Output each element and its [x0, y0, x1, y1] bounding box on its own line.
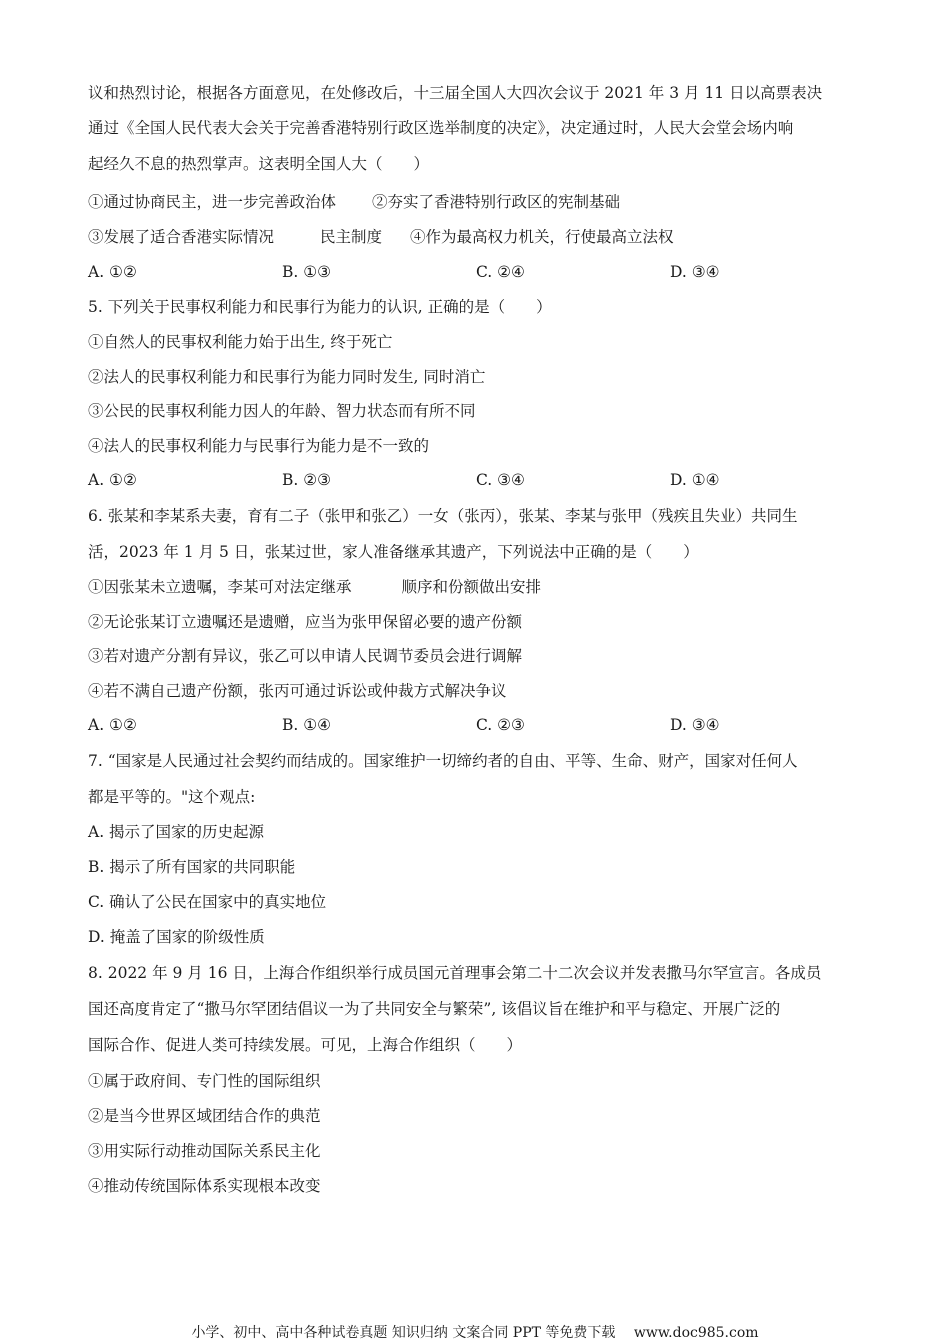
- q6-stem-line-2: 活，2023 年 1 月 5 日，张某过世，家人准备继承其遗产，下列说法中正确的是（ ）: [88, 543, 699, 561]
- q6-option-b: B. ①④: [282, 716, 332, 734]
- q5-item-1: ①自然人的民事权利能力始于出生, 终于死亡: [88, 333, 393, 351]
- q6-option-c: C. ②③: [476, 716, 525, 734]
- q4-item-2: ②夯实了香港特别行政区的宪制基础: [372, 193, 621, 211]
- q4-item-3a: ③发展了适合香港实际情况: [88, 228, 275, 246]
- q6-stem-line-1: 6. 张某和李某系夫妻，育有二子（张甲和张乙）一女（张丙），张某、李某与张甲（残疾且失业）共同生: [88, 507, 798, 525]
- q4-stem-line-3: 起经久不息的热烈掌声。这表明全国人大（ ）: [88, 155, 430, 173]
- q4-stem-line-2: 通过《全国人民代表大会关于完善香港特别行政区选举制度的决定》，决定通过时，人民大会堂会场内响: [88, 119, 794, 137]
- q7-option-a: A. 揭示了国家的历史起源: [88, 823, 265, 841]
- q5-option-d: D. ①④: [670, 471, 720, 489]
- q4-option-a: A. ①②: [88, 263, 137, 281]
- q4-item-3b: 民主制度: [320, 228, 383, 246]
- q6-item-1b: 顺序和份额做出安排: [401, 578, 542, 596]
- q6-item-1a: ①因张某未立遗嘱，李某可对法定继承: [88, 578, 352, 596]
- q5-item-4: ④法人的民事权利能力与民事行为能力是不一致的: [88, 437, 430, 455]
- q4-item-4: ④作为最高权力机关，行使最高立法权: [410, 228, 674, 246]
- q4-items-row-1: [88, 192, 620, 212]
- q4-items-row-2: [88, 227, 674, 247]
- q7-option-b: B. 揭示了所有国家的共同职能: [88, 858, 296, 876]
- q8-stem-line-2: 国还高度肯定了“撒马尔罕团结倡议一为了共同安全与繁荣”, 该倡议旨在维护和平与稳定、开展广泛的: [88, 1000, 781, 1018]
- q7-stem-line-2: 都是平等的。"这个观点:: [88, 788, 256, 806]
- q4-option-b: B. ①③: [282, 263, 332, 281]
- q5-option-a: A. ①②: [88, 471, 137, 489]
- q6-option-a: A. ①②: [88, 716, 137, 734]
- q4-stem-line-1: 议和热烈讨论，根据各方面意见，在处修改后，十三届全国人大四次会议于 2021 年 3 月 11 日以高票表决: [88, 84, 823, 102]
- q6-item-3: ③若对遗产分割有异议，张乙可以申请人民调节委员会进行调解: [88, 647, 523, 665]
- q7-option-d: D. 掩盖了国家的阶级性质: [88, 928, 265, 946]
- q6-item-4: ④若不满自己遗产份额，张丙可通过诉讼或仲裁方式解决争议: [88, 682, 507, 700]
- q7-stem-line-1: 7. “国家是人民通过社会契约而结成的。国家维护一切缔约者的自由、平等、生命、财产，国家对任何人: [88, 752, 798, 770]
- q4-item-1: ①通过协商民主，进一步完善政治体: [88, 193, 337, 211]
- q5-item-3: ③公民的民事权利能力因人的年龄、智力状态而有所不同: [88, 402, 476, 420]
- q6-item-1: [88, 577, 541, 597]
- q5-stem: 5. 下列关于民事权利能力和民事行为能力的认识, 正确的是（ ）: [88, 298, 552, 316]
- q8-stem-line-1: 8. 2022 年 9 月 16 日，上海合作组织举行成员国元首理事会第二十二次会议并发表撒马尔罕宣言。各成员: [88, 964, 822, 982]
- page-footer: 小学、初中、高中各种试卷真题 知识归纳 文案合同 PPT 等免费下载 www.doc985.com: [191, 1325, 759, 1341]
- q6-option-d: D. ③④: [670, 716, 720, 734]
- q4-option-c: C. ②④: [476, 263, 525, 281]
- q8-item-2: ②是当今世界区域团结合作的典范: [88, 1107, 321, 1125]
- q6-item-2: ②无论张某订立遗嘱还是遗赠，应当为张甲保留必要的遗产份额: [88, 613, 523, 631]
- q8-item-1: ①属于政府间、专门性的国际组织: [88, 1072, 321, 1090]
- q8-item-3: ③用实际行动推动国际关系民主化: [88, 1142, 321, 1160]
- q8-stem-line-3: 国际合作、促进人类可持续发展。可见，上海合作组织（ ）: [88, 1036, 523, 1054]
- q4-option-d: D. ③④: [670, 263, 720, 281]
- q7-option-c: C. 确认了公民在国家中的真实地位: [88, 893, 327, 911]
- q8-item-4: ④推动传统国际体系实现根本改变: [88, 1177, 321, 1195]
- q5-item-2: ②法人的民事权利能力和民事行为能力同时发生, 同时消亡: [88, 368, 486, 386]
- q5-option-b: B. ②③: [282, 471, 332, 489]
- q5-option-c: C. ③④: [476, 471, 525, 489]
